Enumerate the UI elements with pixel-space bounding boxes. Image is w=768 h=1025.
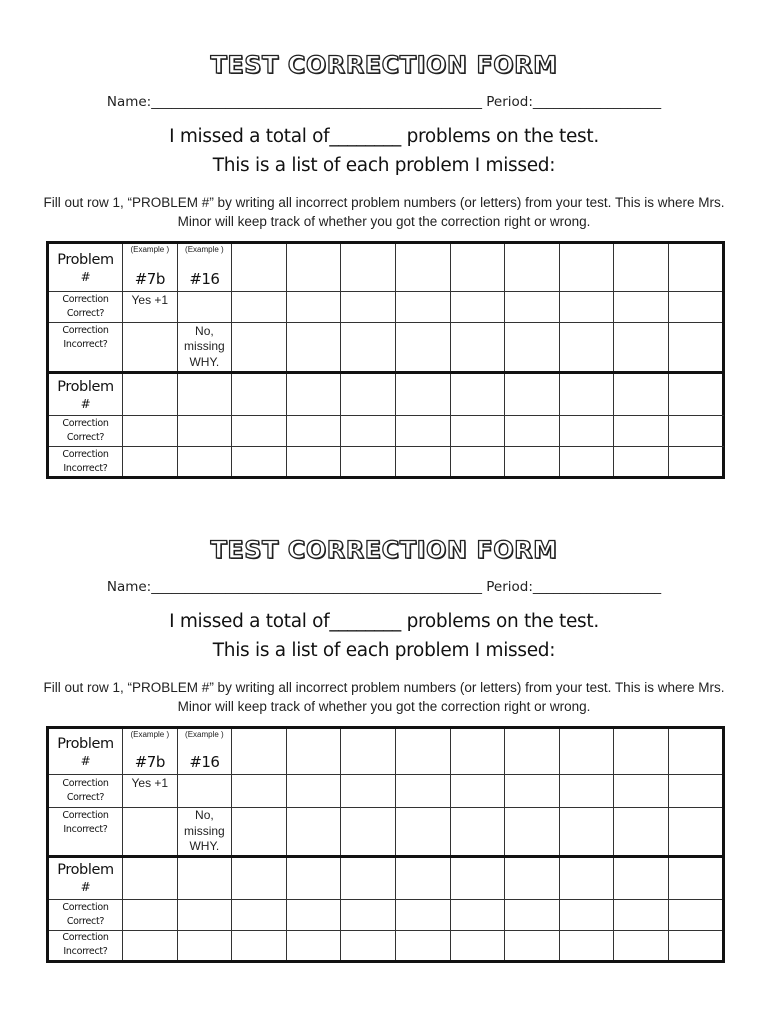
correct-label: Correction Correct?: [48, 899, 123, 930]
example-incorrect-note: No, missing WHY.: [177, 808, 232, 857]
problem-row: [48, 373, 724, 416]
example-value-2: #16: [189, 753, 220, 771]
problem-cell[interactable]: [505, 243, 560, 292]
incorrect-cell[interactable]: [286, 323, 341, 373]
correct-cell[interactable]: [668, 416, 723, 447]
correct-cell[interactable]: [232, 775, 287, 808]
correct-cell[interactable]: [177, 775, 232, 808]
problem-label: Problem: [57, 251, 114, 268]
problem-hash: #: [80, 753, 91, 768]
problem-cell[interactable]: [450, 856, 505, 899]
correct-cell[interactable]: [450, 775, 505, 808]
correct-cell[interactable]: [123, 899, 178, 930]
incorrect-cell[interactable]: [668, 447, 723, 478]
correct-cell[interactable]: [341, 416, 396, 447]
correct-row: [48, 416, 724, 447]
problem-cell[interactable]: [232, 728, 287, 775]
incorrect-cell[interactable]: [232, 808, 287, 857]
correct-cell[interactable]: [505, 416, 560, 447]
name-period-line[interactable]: Name:_________________________________________________ Period:___________________: [106, 579, 662, 595]
problem-cell[interactable]: [559, 856, 614, 899]
example-cell-1: [123, 728, 178, 775]
missed-total-line[interactable]: I missed a total of________ problems on the test.: [169, 126, 599, 147]
incorrect-cell[interactable]: [668, 930, 723, 961]
correct-cell[interactable]: [614, 292, 669, 323]
incorrect-cell[interactable]: [614, 808, 669, 857]
incorrect-cell[interactable]: [123, 808, 178, 857]
incorrect-cell[interactable]: [395, 447, 450, 478]
example-cell-2: [177, 243, 232, 292]
example-value-2: #16: [189, 270, 220, 288]
correct-cell[interactable]: [450, 292, 505, 323]
example-tag: (Example ): [185, 245, 224, 254]
problem-label: Problem: [57, 378, 114, 395]
incorrect-row: [48, 447, 724, 478]
example-tag: (Example ): [185, 730, 224, 739]
example-tag: (Example ): [130, 245, 170, 254]
correct-cell[interactable]: [286, 292, 341, 323]
problem-cell[interactable]: [341, 373, 396, 416]
correct-cell[interactable]: [232, 899, 287, 930]
test-correction-form-1: [0, 50, 768, 540]
correct-cell[interactable]: [395, 899, 450, 930]
incorrect-cell[interactable]: [232, 930, 287, 961]
incorrect-label: Correction Incorrect?: [48, 930, 123, 961]
problem-cell[interactable]: [505, 856, 560, 899]
incorrect-cell[interactable]: [668, 323, 723, 373]
correct-cell[interactable]: [177, 899, 232, 930]
problem-cell[interactable]: [668, 856, 723, 899]
incorrect-cell[interactable]: [177, 447, 232, 478]
incorrect-cell[interactable]: [341, 930, 396, 961]
incorrect-cell[interactable]: [668, 808, 723, 857]
problem-cell[interactable]: [232, 243, 287, 292]
missed-total-line[interactable]: I missed a total of________ problems on the test.: [169, 611, 599, 632]
incorrect-label: Correction Incorrect?: [48, 808, 123, 857]
correct-cell[interactable]: [614, 416, 669, 447]
incorrect-cell[interactable]: [559, 447, 614, 478]
problem-hash: #: [80, 880, 91, 894]
problem-cell[interactable]: [450, 728, 505, 775]
incorrect-cell[interactable]: [559, 323, 614, 373]
correct-cell[interactable]: [668, 775, 723, 808]
problem-header: [48, 243, 123, 292]
correct-cell[interactable]: [614, 899, 669, 930]
example-value-1: #7b: [134, 753, 165, 771]
incorrect-cell[interactable]: [559, 808, 614, 857]
incorrect-cell[interactable]: [614, 930, 669, 961]
incorrect-cell[interactable]: [123, 447, 178, 478]
correct-cell[interactable]: [559, 416, 614, 447]
name-period-line[interactable]: Name:_________________________________________________ Period:___________________: [106, 94, 662, 110]
problem-header: [48, 373, 123, 416]
correct-cell[interactable]: [177, 292, 232, 323]
problem-cell[interactable]: [505, 373, 560, 416]
incorrect-cell[interactable]: [450, 930, 505, 961]
problem-cell[interactable]: [177, 856, 232, 899]
correct-label: Correction Correct?: [48, 775, 123, 808]
incorrect-cell[interactable]: [232, 447, 287, 478]
incorrect-cell[interactable]: [395, 930, 450, 961]
correct-cell[interactable]: [286, 416, 341, 447]
problem-cell[interactable]: [286, 728, 341, 775]
incorrect-cell[interactable]: [177, 930, 232, 961]
example-incorrect-note: No, missing WHY.: [177, 323, 232, 373]
correct-cell[interactable]: [559, 899, 614, 930]
correct-row: [48, 899, 724, 930]
example-tag: (Example ): [130, 730, 170, 739]
problem-cell[interactable]: [559, 373, 614, 416]
incorrect-cell[interactable]: [286, 930, 341, 961]
problem-hash: #: [80, 269, 91, 284]
problem-cell[interactable]: [232, 373, 287, 416]
incorrect-cell[interactable]: [341, 808, 396, 857]
correct-cell[interactable]: [559, 775, 614, 808]
incorrect-cell[interactable]: [123, 930, 178, 961]
problem-cell[interactable]: [668, 728, 723, 775]
problem-cell[interactable]: [395, 243, 450, 292]
problem-row: [48, 856, 724, 899]
incorrect-cell[interactable]: [559, 930, 614, 961]
problem-cell[interactable]: [505, 728, 560, 775]
correct-cell[interactable]: [559, 292, 614, 323]
problem-cell[interactable]: [286, 243, 341, 292]
instructions: Fill out row 1, “PROBLEM #” by writing all incorrect problem numbers (or letters) from your test. This is where Mrs. Minor will keep track of whether you got the correction right or wrong.: [43, 680, 725, 714]
problem-cell[interactable]: [395, 373, 450, 416]
problem-cell[interactable]: [614, 243, 669, 292]
instructions: Fill out row 1, “PROBLEM #” by writing all incorrect problem numbers (or letters) from your test. This is where Mrs. Minor will keep track of whether you got the correction right or wrong.: [43, 195, 725, 229]
problem-cell[interactable]: [341, 243, 396, 292]
incorrect-cell[interactable]: [614, 323, 669, 373]
incorrect-row: [48, 323, 724, 373]
correction-table: [46, 726, 725, 963]
problem-cell[interactable]: [450, 373, 505, 416]
incorrect-cell[interactable]: [341, 323, 396, 373]
correct-row: [48, 775, 724, 808]
problem-row: [48, 728, 724, 775]
problem-cell[interactable]: [177, 373, 232, 416]
correct-cell[interactable]: [341, 899, 396, 930]
incorrect-cell[interactable]: [450, 447, 505, 478]
problem-label: Problem: [57, 735, 114, 752]
correct-cell[interactable]: [668, 899, 723, 930]
incorrect-cell[interactable]: [614, 447, 669, 478]
problem-header: [48, 856, 123, 899]
incorrect-cell[interactable]: [505, 323, 560, 373]
incorrect-cell[interactable]: [341, 447, 396, 478]
incorrect-cell[interactable]: [286, 808, 341, 857]
incorrect-cell[interactable]: [505, 808, 560, 857]
problem-cell[interactable]: [668, 243, 723, 292]
problem-label: Problem: [57, 862, 114, 878]
example-correct-note: Yes +1: [123, 775, 178, 808]
correct-cell[interactable]: [395, 775, 450, 808]
example-correct-note: Yes +1: [123, 292, 178, 323]
incorrect-cell[interactable]: [505, 447, 560, 478]
correct-cell[interactable]: [450, 416, 505, 447]
problem-row: [48, 243, 724, 292]
problem-cell[interactable]: [341, 728, 396, 775]
correct-cell[interactable]: [341, 292, 396, 323]
correct-cell[interactable]: [395, 416, 450, 447]
problem-cell[interactable]: [614, 373, 669, 416]
problem-cell[interactable]: [614, 728, 669, 775]
correct-cell[interactable]: [123, 416, 178, 447]
correct-cell[interactable]: [450, 899, 505, 930]
incorrect-cell[interactable]: [505, 930, 560, 961]
problem-cell[interactable]: [395, 856, 450, 899]
correct-cell[interactable]: [341, 775, 396, 808]
list-heading: This is a list of each problem I missed:: [212, 155, 556, 176]
correct-cell[interactable]: [505, 292, 560, 323]
example-value-1: #7b: [134, 270, 165, 288]
correct-cell[interactable]: [505, 899, 560, 930]
problem-cell[interactable]: [614, 856, 669, 899]
correct-cell[interactable]: [177, 416, 232, 447]
incorrect-cell[interactable]: [395, 323, 450, 373]
problem-header: [48, 728, 123, 775]
list-heading: This is a list of each problem I missed:: [212, 640, 556, 661]
incorrect-row: [48, 930, 724, 961]
correct-cell[interactable]: [614, 775, 669, 808]
correct-cell[interactable]: [668, 292, 723, 323]
correct-cell[interactable]: [505, 775, 560, 808]
problem-hash: #: [80, 396, 91, 411]
correct-cell[interactable]: [286, 899, 341, 930]
problem-cell[interactable]: [395, 728, 450, 775]
correct-row: [48, 292, 724, 323]
incorrect-cell[interactable]: [286, 447, 341, 478]
problem-cell[interactable]: [232, 856, 287, 899]
problem-cell[interactable]: [286, 856, 341, 899]
incorrect-label: Correction Incorrect?: [48, 447, 123, 478]
incorrect-cell[interactable]: [450, 808, 505, 857]
example-cell-2: [177, 728, 232, 775]
problem-cell[interactable]: [286, 373, 341, 416]
incorrect-label: Correction Incorrect?: [48, 323, 123, 373]
correct-cell[interactable]: [395, 292, 450, 323]
example-cell-1: [123, 243, 178, 292]
incorrect-cell[interactable]: [450, 323, 505, 373]
problem-cell[interactable]: [450, 243, 505, 292]
problem-cell[interactable]: [123, 373, 178, 416]
incorrect-cell[interactable]: [395, 808, 450, 857]
correct-cell[interactable]: [232, 292, 287, 323]
correct-label: Correction Correct?: [48, 416, 123, 447]
problem-cell[interactable]: [123, 856, 178, 899]
problem-cell[interactable]: [341, 856, 396, 899]
problem-cell[interactable]: [559, 728, 614, 775]
form-title: TEST CORRECTION FORM: [210, 536, 558, 564]
correct-cell[interactable]: [286, 775, 341, 808]
form-title: TEST CORRECTION FORM: [210, 51, 558, 79]
incorrect-row: [48, 808, 724, 857]
correct-label: Correction Correct?: [48, 292, 123, 323]
correct-cell[interactable]: [232, 416, 287, 447]
incorrect-cell[interactable]: [123, 323, 178, 373]
correction-table: [46, 241, 725, 479]
problem-cell[interactable]: [559, 243, 614, 292]
test-correction-form-2: [0, 535, 768, 1025]
problem-cell[interactable]: [668, 373, 723, 416]
incorrect-cell[interactable]: [232, 323, 287, 373]
